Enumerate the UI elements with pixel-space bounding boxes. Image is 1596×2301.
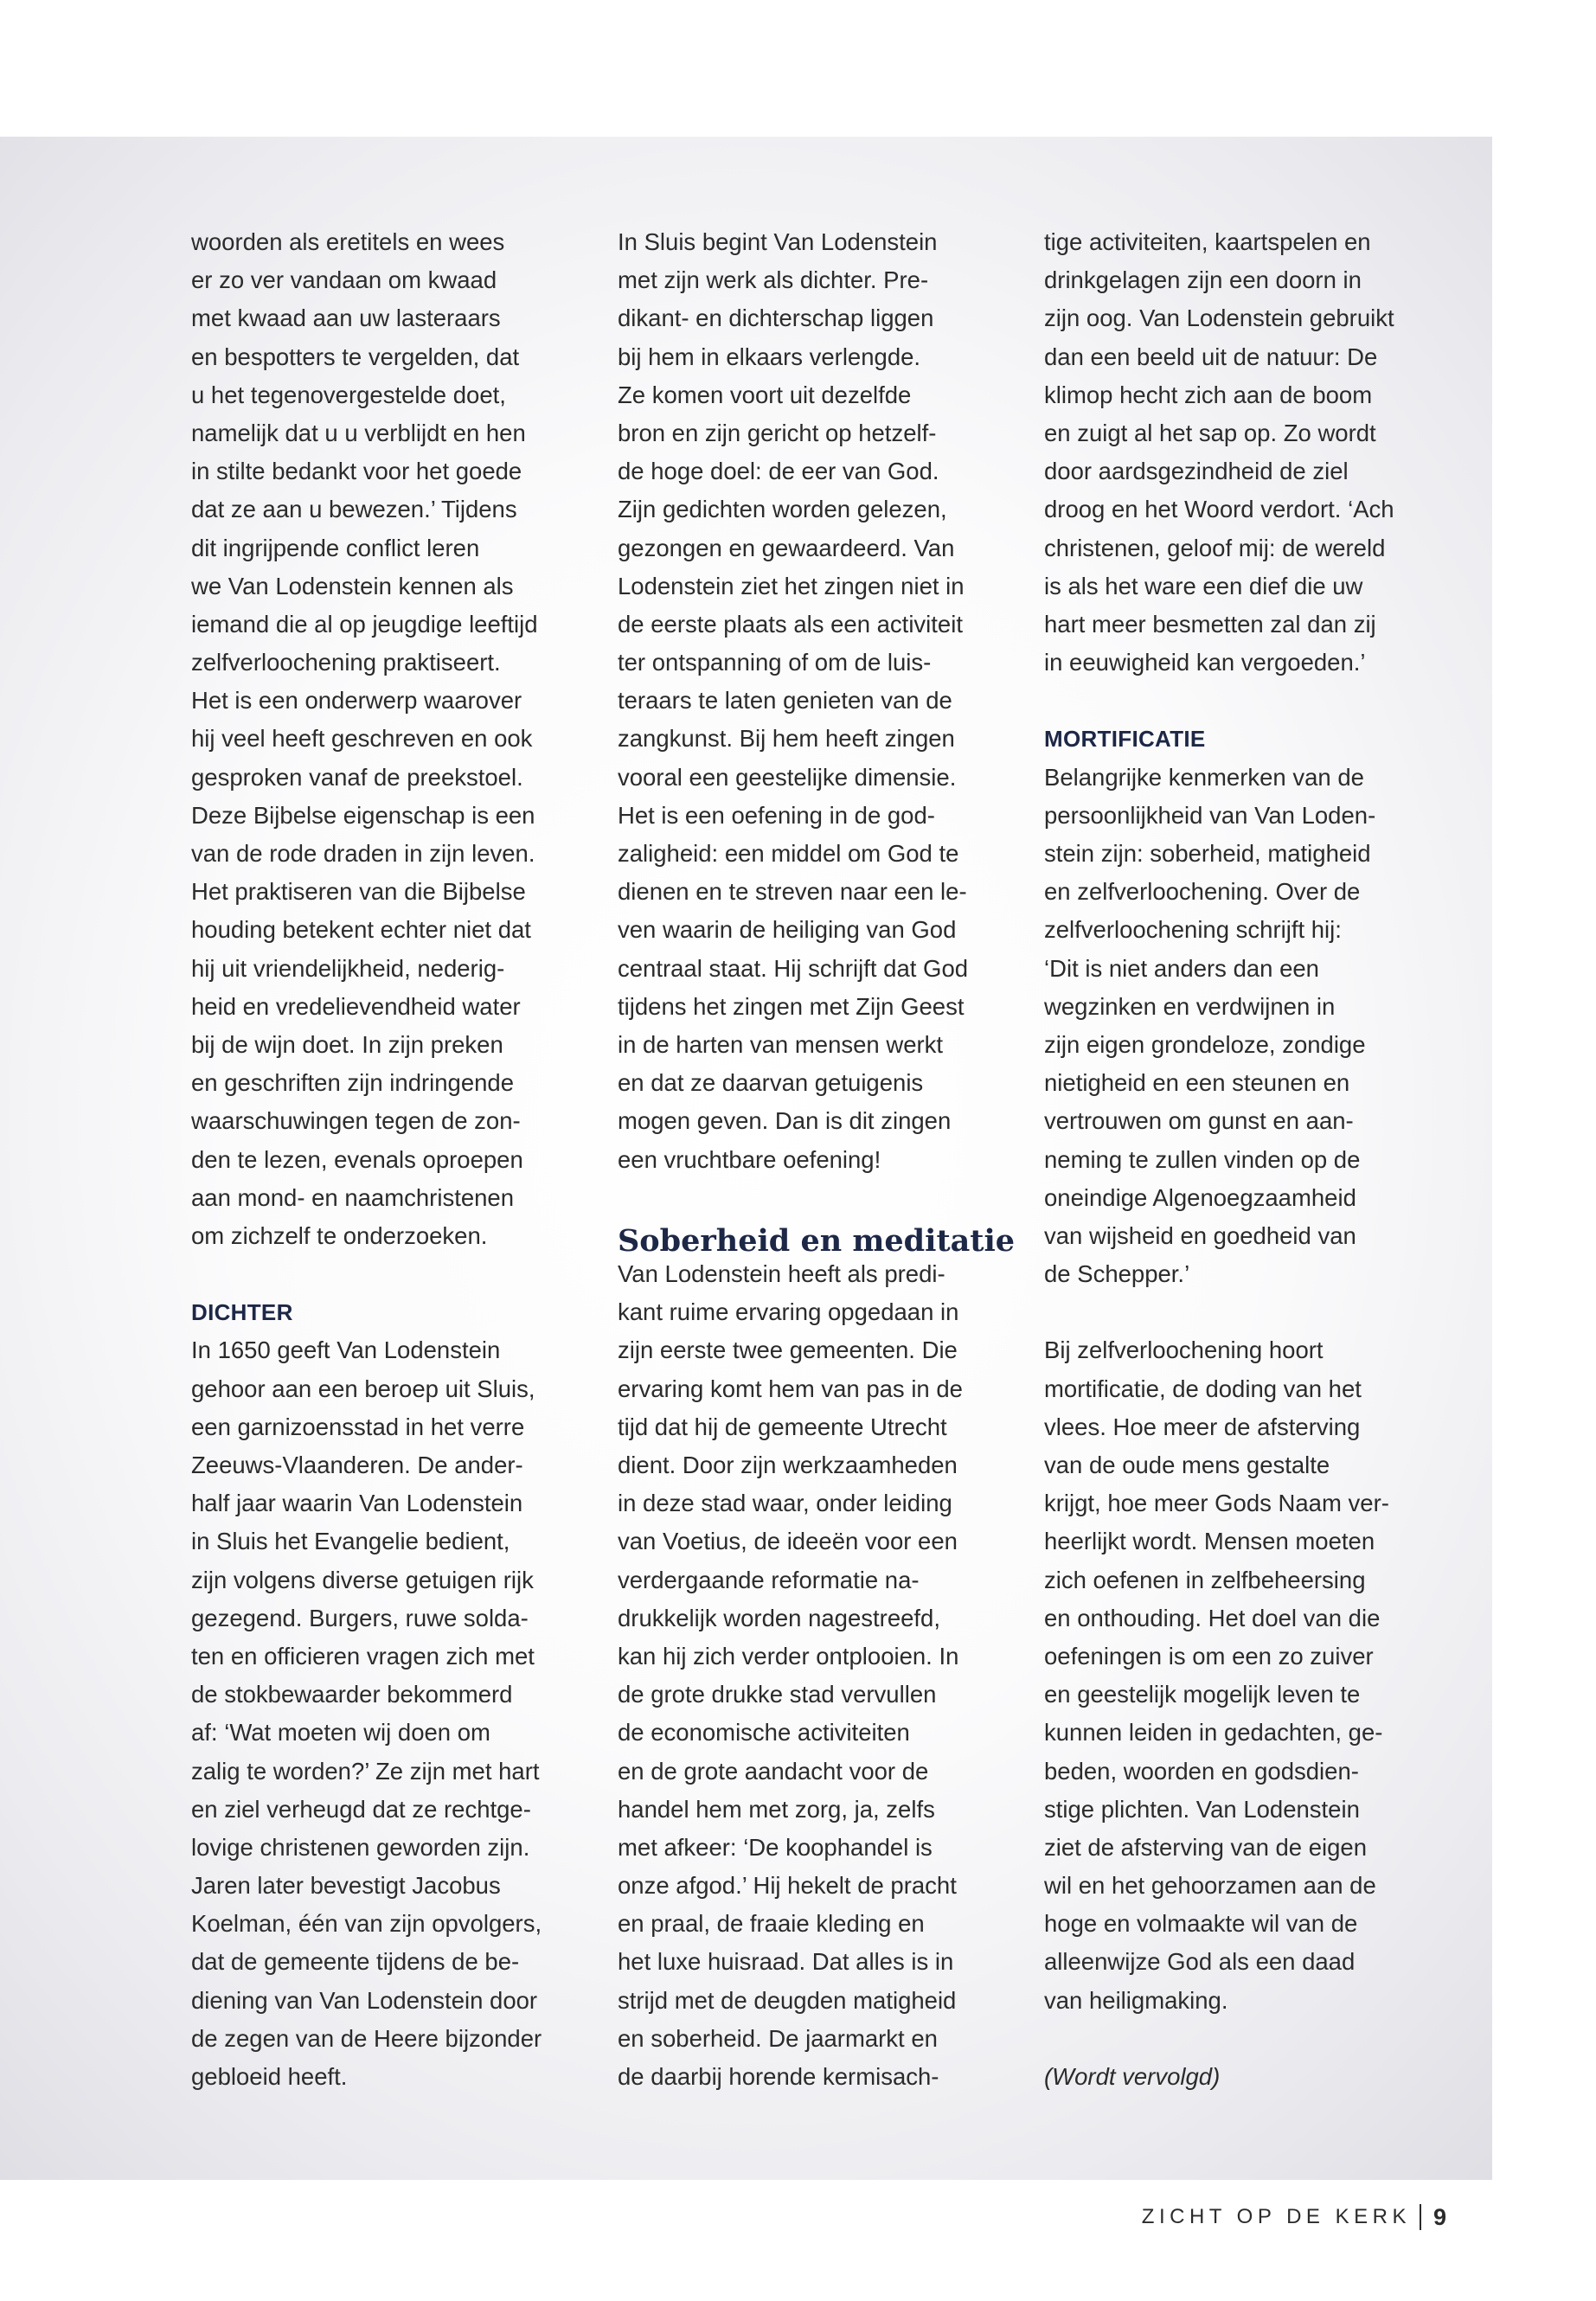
- text-line: om zichzelf te onderzoeken.: [191, 1221, 488, 1249]
- text-line: oefeningen is om een zo zuiver: [1044, 1642, 1374, 1670]
- text-line: Van Lodenstein heeft als predi-: [618, 1260, 945, 1288]
- text-line: hij veel heeft geschreven en ook: [191, 725, 533, 753]
- text-line: in stilte bedankt voor het goede: [191, 458, 522, 485]
- text-line: en onthouding. Het doel van die: [1044, 1604, 1381, 1631]
- text-line: verdergaande reformatie na-: [618, 1566, 920, 1593]
- paragraph: [618, 1255, 1007, 2096]
- text-line: er zo ver vandaan om kwaad: [191, 266, 497, 294]
- text-line: de hoge doel: de eer van God.: [618, 458, 939, 485]
- text-line: u het tegenovergestelde doet,: [191, 381, 506, 408]
- text-line: gezegend. Burgers, ruwe solda-: [191, 1604, 529, 1631]
- text-line: en bespotters te vergelden, dat: [191, 343, 520, 370]
- text-line: dat de gemeente tijdens de be-: [191, 1948, 520, 1976]
- article-column-1: [191, 223, 580, 2096]
- text-line: Jaren later bevestigt Jacobus: [191, 1872, 501, 1900]
- text-line: heerlijkt wordt. Mensen moeten: [1044, 1528, 1375, 1555]
- continuation-note: (Wordt vervolgd): [1044, 2063, 1221, 2090]
- text-line: en de grote aandacht voor de: [618, 1757, 929, 1785]
- text-line: Koelman, één van zijn opvolgers,: [191, 1910, 542, 1938]
- text-line: en praal, de fraaie kleding en: [618, 1910, 925, 1938]
- text-line: den te lezen, evenals oproepen: [191, 1145, 523, 1173]
- text-line: is als het ware een dief die uw: [1044, 572, 1363, 599]
- text-line: de zegen van de Heere bijzonder: [191, 2024, 542, 2052]
- section-subheading: DICHTER: [191, 1299, 293, 1326]
- text-line: gezongen en gewaardeerd. Van: [618, 534, 955, 561]
- text-line: de economische activiteiten: [618, 1719, 910, 1747]
- text-line: zijn eerste twee gemeenten. Die: [618, 1336, 958, 1364]
- text-line: het luxe huisraad. Dat alles is in: [618, 1948, 954, 1976]
- text-line: zalig te worden?’ Ze zijn met hart: [191, 1757, 540, 1785]
- article-column-3: [1044, 223, 1433, 2096]
- text-line: we Van Lodenstein kennen als: [191, 572, 514, 599]
- text-line: bij hem in elkaars verlengde.: [618, 343, 921, 370]
- text-line: iemand die al op jeugdige leeftijd: [191, 610, 538, 638]
- text-line: met kwaad aan uw lasteraars: [191, 304, 501, 332]
- text-line: van Voetius, de ideeën voor een: [618, 1528, 958, 1555]
- text-line: hart meer besmetten zal dan zij: [1044, 610, 1376, 638]
- paragraph-spacer: [191, 1255, 580, 1293]
- text-line: kant ruime ervaring opgedaan in: [618, 1298, 959, 1326]
- text-line: drukkelijk worden nagestreefd,: [618, 1604, 940, 1631]
- text-line: wegzinken en verdwijnen in: [1044, 992, 1336, 1020]
- text-line: de eerste plaats als een activiteit: [618, 610, 963, 638]
- text-line: lovige christenen geworden zijn.: [191, 1833, 530, 1861]
- text-line: in Sluis het Evangelie bedient,: [191, 1528, 510, 1555]
- text-line: zelfverloochening praktiseert.: [191, 649, 501, 676]
- paragraph: [1044, 759, 1433, 1294]
- text-line: en dat ze daarvan getuigenis: [618, 1069, 924, 1097]
- paragraph-spacer: [1044, 1293, 1433, 1331]
- text-line: mogen geven. Dan is dit zingen: [618, 1107, 952, 1135]
- paragraph-spacer: [1044, 682, 1433, 720]
- paragraph: [1044, 223, 1433, 682]
- paragraph-spacer: [1044, 2020, 1433, 2058]
- text-line: zijn eigen grondeloze, zondige: [1044, 1030, 1366, 1058]
- text-line: christenen, geloof mij: de wereld: [1044, 534, 1386, 561]
- text-line: alleenwijze God als een daad: [1044, 1948, 1356, 1976]
- text-line: ‘Dit is niet anders dan een: [1044, 954, 1319, 982]
- text-line: van de rode draden in zijn leven.: [191, 840, 535, 867]
- text-line: zelfverloochening schrijft hij:: [1044, 916, 1342, 944]
- text-line: tijdens het zingen met Zijn Geest: [618, 992, 965, 1020]
- text-line: beden, woorden en godsdien-: [1044, 1757, 1359, 1785]
- text-line: een vruchtbare oefening!: [618, 1145, 881, 1173]
- text-line: vooral een geestelijke dimensie.: [618, 763, 957, 791]
- text-line: Bij zelfverloochening hoort: [1044, 1336, 1324, 1364]
- text-line: dient. Door zijn werkzaamheden: [618, 1452, 958, 1478]
- text-line: bij de wijn doet. In zijn preken: [191, 1030, 503, 1058]
- text-line: van heiligmaking.: [1044, 1986, 1228, 2014]
- text-line: in deze stad waar, onder leiding: [618, 1490, 952, 1517]
- text-line: zaligheid: een middel om God te: [618, 840, 959, 867]
- text-line: oneindige Algenoegzaamheid: [1044, 1183, 1356, 1211]
- paragraph: [1044, 1331, 1433, 2019]
- text-line: waarschuwingen tegen de zon-: [191, 1107, 521, 1135]
- text-line: en soberheid. De jaarmarkt en: [618, 2024, 938, 2052]
- text-line: dit ingrijpende conflict leren: [191, 534, 480, 561]
- text-line: zijn volgens diverse getuigen rijk: [191, 1566, 534, 1593]
- text-line: heid en vredelievendheid water: [191, 992, 521, 1020]
- text-line: af: ‘Wat moeten wij doen om: [191, 1719, 490, 1747]
- paragraph: [191, 1331, 580, 2096]
- text-line: ten en officieren vragen zich met: [191, 1642, 535, 1670]
- text-line: Het is een onderwerp waarover: [191, 687, 522, 715]
- text-line: hoge en volmaakte wil van de: [1044, 1910, 1358, 1938]
- text-line: ven waarin de heiliging van God: [618, 916, 957, 944]
- text-line: houding betekent echter niet dat: [191, 916, 531, 944]
- section-heading: Soberheid en meditatie: [618, 1222, 1016, 1259]
- magazine-title: ZICHT OP DE KERK: [1141, 2205, 1411, 2228]
- text-line: tige activiteiten, kaartspelen en: [1044, 228, 1371, 255]
- text-line: teraars te laten genieten van de: [618, 687, 952, 715]
- text-line: Zeeuws-Vlaanderen. De ander-: [191, 1452, 523, 1478]
- text-line: van de oude mens gestalte: [1044, 1452, 1330, 1478]
- text-line: de stokbewaarder bekommerd: [191, 1681, 513, 1708]
- text-line: krijgt, hoe meer Gods Naam ver-: [1044, 1490, 1389, 1517]
- text-line: namelijk dat u u verblijdt en hen: [191, 419, 526, 446]
- text-line: met afkeer: ‘De koophandel is: [618, 1833, 933, 1861]
- text-line: zangkunst. Bij hem heeft zingen: [618, 725, 955, 753]
- text-line: ter ontspanning of om de luis-: [618, 649, 932, 676]
- text-line: dienen en te streven naar een le-: [618, 878, 967, 906]
- text-line: centraal staat. Hij schrijft dat God: [618, 954, 969, 982]
- paragraph: [618, 223, 1007, 1179]
- text-line: en geestelijk mogelijk leven te: [1044, 1681, 1361, 1708]
- text-line: strijd met de deugden matigheid: [618, 1986, 957, 2014]
- page-footer: [1142, 2202, 1446, 2233]
- text-line: klimop hecht zich aan de boom: [1044, 381, 1373, 408]
- text-line: In 1650 geeft Van Lodenstein: [191, 1336, 501, 1364]
- text-line: Het is een oefening in de god-: [618, 801, 935, 829]
- text-line: de Schepper.’: [1044, 1260, 1190, 1288]
- text-line: kan hij zich verder ontplooien. In: [618, 1642, 959, 1670]
- text-line: wil en het gehoorzamen aan de: [1044, 1872, 1376, 1900]
- text-line: Deze Bijbelse eigenschap is een: [191, 801, 535, 829]
- text-line: woorden als eretitels en wees: [191, 228, 505, 255]
- text-line: half jaar waarin Van Lodenstein: [191, 1490, 523, 1517]
- text-line: en zuigt al het sap op. Zo wordt: [1044, 419, 1376, 446]
- text-line: en ziel verheugd dat ze rechtge-: [191, 1795, 531, 1823]
- text-line: dat ze aan u bewezen.’ Tijdens: [191, 496, 517, 523]
- text-line: zich oefenen in zelfbeheersing: [1044, 1566, 1366, 1593]
- text-line: bron en zijn gericht op hetzelf-: [618, 419, 937, 446]
- text-line: stein zijn: soberheid, matigheid: [1044, 840, 1371, 867]
- text-line: vertrouwen om gunst en aan-: [1044, 1107, 1354, 1135]
- text-line: diening van Van Lodenstein door: [191, 1986, 538, 2014]
- text-line: Lodenstein ziet het zingen niet in: [618, 572, 965, 599]
- text-line: nietigheid en een steunen en: [1044, 1069, 1350, 1097]
- article-column-2: [618, 223, 1016, 2096]
- text-line: zijn oog. Van Lodenstein gebruikt: [1044, 304, 1394, 332]
- text-line: de daarbij horende kermisach-: [618, 2063, 939, 2090]
- text-line: kunnen leiden in gedachten, ge-: [1044, 1719, 1383, 1747]
- text-line: stige plichten. Van Lodenstein: [1044, 1795, 1360, 1823]
- text-line: onze afgod.’ Hij hekelt de pracht: [618, 1872, 957, 1900]
- text-line: en geschriften zijn indringende: [191, 1069, 515, 1097]
- text-line: mortificatie, de doding van het: [1044, 1375, 1362, 1402]
- text-line: drinkgelagen zijn een doorn in: [1044, 266, 1362, 294]
- text-line: in de harten van mensen werkt: [618, 1030, 944, 1058]
- text-line: door aardsgezindheid de ziel: [1044, 458, 1349, 485]
- paragraph-spacer: [618, 1179, 1007, 1217]
- page-number: 9: [1433, 2203, 1446, 2230]
- text-line: Het praktiseren van die Bijbelse: [191, 878, 526, 906]
- text-line: Ze komen voort uit dezelfde: [618, 381, 912, 408]
- text-line: de grote drukke stad vervullen: [618, 1681, 937, 1708]
- text-line: aan mond- en naamchristenen: [191, 1183, 515, 1211]
- text-line: met zijn werk als dichter. Pre-: [618, 266, 929, 294]
- text-line: droog en het Woord verdort. ‘Ach: [1044, 496, 1394, 523]
- footer-divider: [1420, 2204, 1421, 2230]
- text-line: vlees. Hoe meer de afsterving: [1044, 1413, 1361, 1440]
- text-line: dikant- en dichterschap liggen: [618, 304, 934, 332]
- text-line: van wijsheid en goedheid van: [1044, 1221, 1356, 1249]
- text-line: Belangrijke kenmerken van de: [1044, 763, 1364, 791]
- text-line: Zijn gedichten worden gelezen,: [618, 496, 947, 523]
- text-line: dan een beeld uit de natuur: De: [1044, 343, 1378, 370]
- text-line: gesproken vanaf de preekstoel.: [191, 763, 523, 791]
- text-line: en zelfverloochening. Over de: [1044, 878, 1361, 906]
- text-line: een garnizoensstad in het verre: [191, 1413, 525, 1440]
- text-line: persoonlijkheid van Van Loden-: [1044, 801, 1376, 829]
- text-line: gebloeid heeft.: [191, 2063, 348, 2090]
- text-line: gehoor aan een beroep uit Sluis,: [191, 1375, 535, 1402]
- paragraph: [191, 223, 580, 1255]
- text-line: in eeuwigheid kan vergoeden.’: [1044, 649, 1366, 676]
- section-subheading: MORTIFICATIE: [1044, 726, 1206, 753]
- text-line: ervaring komt hem van pas in de: [618, 1375, 963, 1402]
- text-line: hij uit vriendelijkheid, nederig-: [191, 954, 505, 982]
- text-line: In Sluis begint Van Lodenstein: [618, 228, 938, 255]
- text-line: neming te zullen vinden op de: [1044, 1145, 1361, 1173]
- text-line: handel hem met zorg, ja, zelfs: [618, 1795, 935, 1823]
- text-line: ziet de afsterving van de eigen: [1044, 1833, 1368, 1861]
- text-line: tijd dat hij de gemeente Utrecht: [618, 1413, 947, 1440]
